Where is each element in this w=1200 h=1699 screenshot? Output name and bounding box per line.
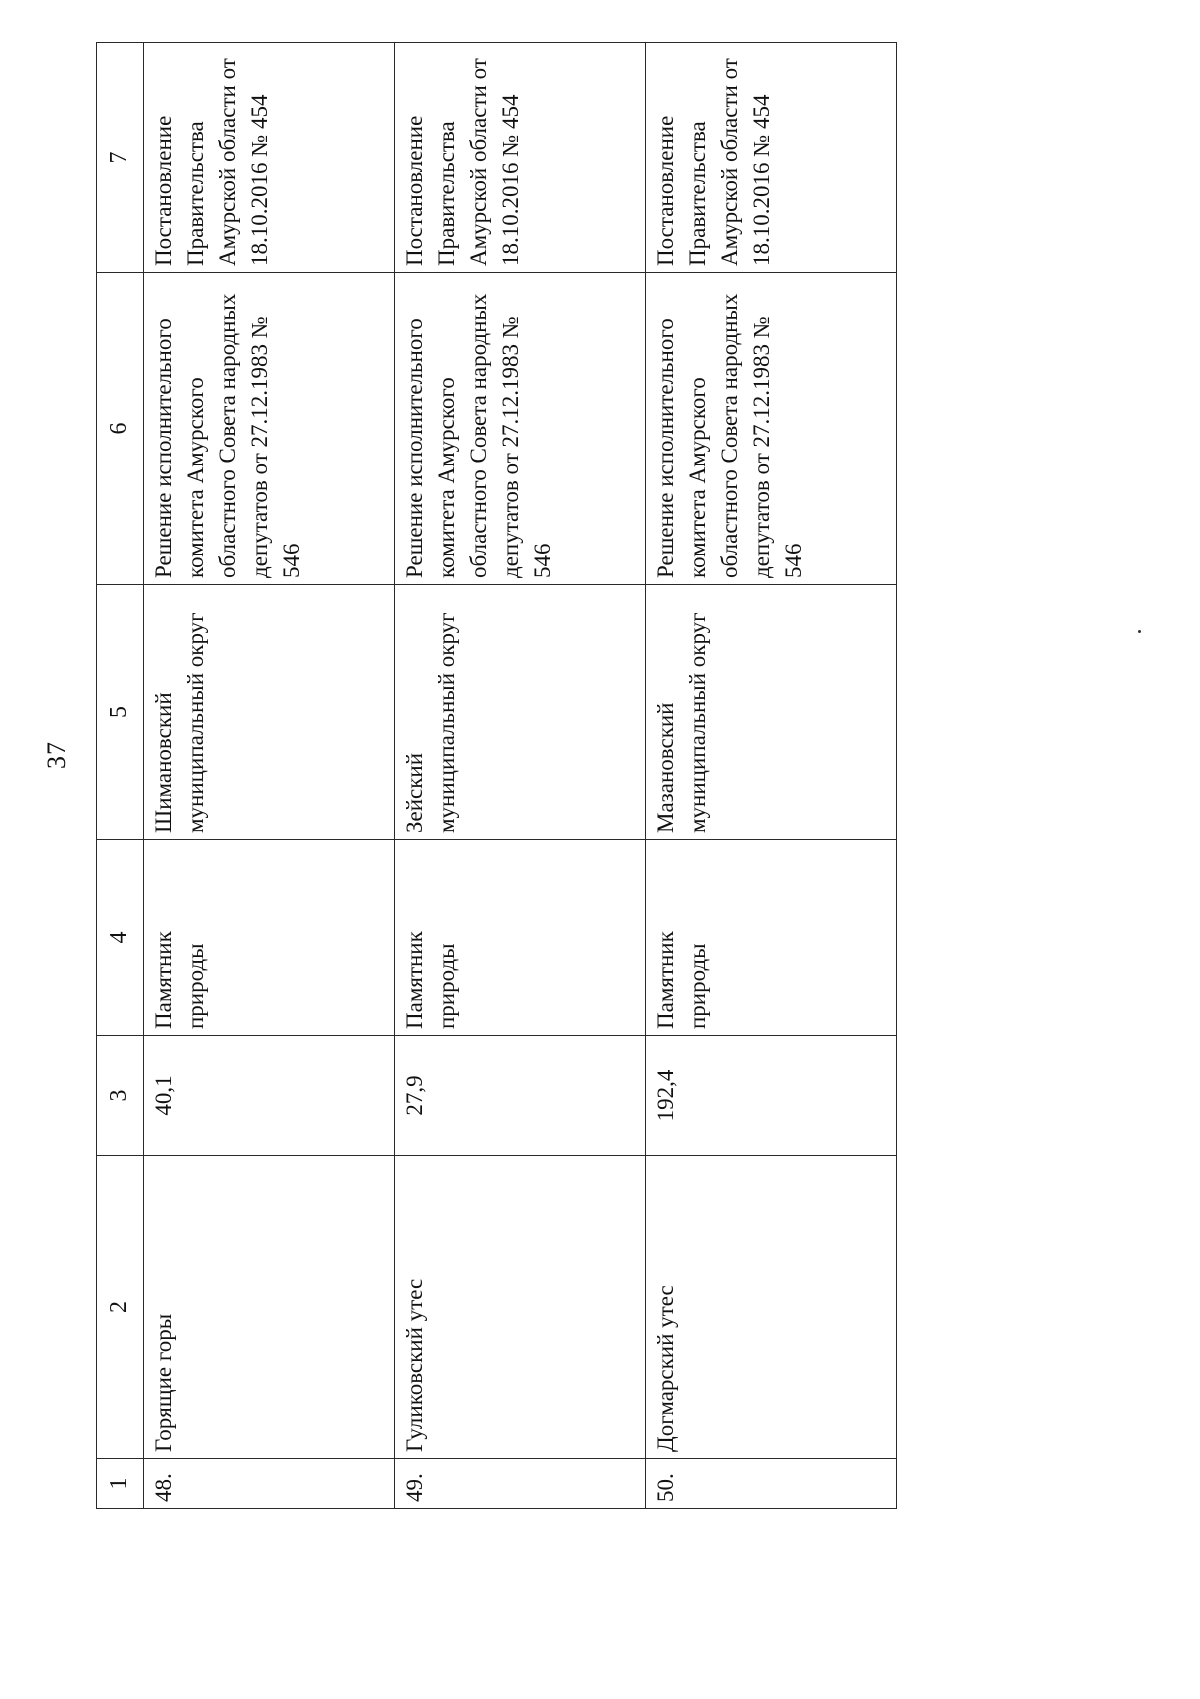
scan-speck	[1138, 630, 1141, 633]
row-number-cell: 48.	[144, 1459, 395, 1509]
location-cell: Зейский муниципальный округ	[395, 585, 646, 840]
row-number-cell: 50.	[646, 1459, 897, 1509]
column-number: 3	[97, 1036, 144, 1156]
area-cell: 40,1	[144, 1036, 395, 1156]
name-cell: Догмарский утес	[646, 1156, 897, 1459]
category-cell: Памятник природы	[646, 840, 897, 1036]
reorganized-by-cell: Постановление Правительства Амурской области от 18.10.2016 № 454	[395, 43, 646, 273]
column-number: 7	[97, 43, 144, 273]
table-row	[395, 43, 646, 1509]
column-number: 4	[97, 840, 144, 1036]
established-by-cell: Решение исполнительного комитета Амурского областного Совета народных депутатов от 27.12.1983 № 546	[144, 273, 395, 585]
column-number: 6	[97, 273, 144, 585]
location-cell: Мазановский муниципальный округ	[646, 585, 897, 840]
area-cell: 192,4	[646, 1036, 897, 1156]
category-cell: Памятник природы	[144, 840, 395, 1036]
column-number: 1	[97, 1459, 144, 1509]
reorganized-by-cell: Постановление Правительства Амурской области от 18.10.2016 № 454	[646, 43, 897, 273]
established-by-cell: Решение исполнительного комитета Амурского областного Совета народных депутатов от 27.12.1983 № 546	[646, 273, 897, 585]
column-number: 5	[97, 585, 144, 840]
category-cell: Памятник природы	[395, 840, 646, 1036]
name-cell: Горящие горы	[144, 1156, 395, 1459]
table-row	[646, 43, 897, 1509]
protected-areas-table	[96, 42, 897, 1509]
page-number: 37	[42, 741, 71, 769]
table-row	[144, 43, 395, 1509]
row-number-cell: 49.	[395, 1459, 646, 1509]
established-by-cell: Решение исполнительного комитета Амурского областного Совета народных депутатов от 27.12.1983 № 546	[395, 273, 646, 585]
reorganized-by-cell: Постановление Правительства Амурской области от 18.10.2016 № 454	[144, 43, 395, 273]
location-cell: Шимановский муниципальный округ	[144, 585, 395, 840]
area-cell: 27,9	[395, 1036, 646, 1156]
name-cell: Гуликовский утес	[395, 1156, 646, 1459]
column-number: 2	[97, 1156, 144, 1459]
column-number-row	[97, 43, 144, 1509]
